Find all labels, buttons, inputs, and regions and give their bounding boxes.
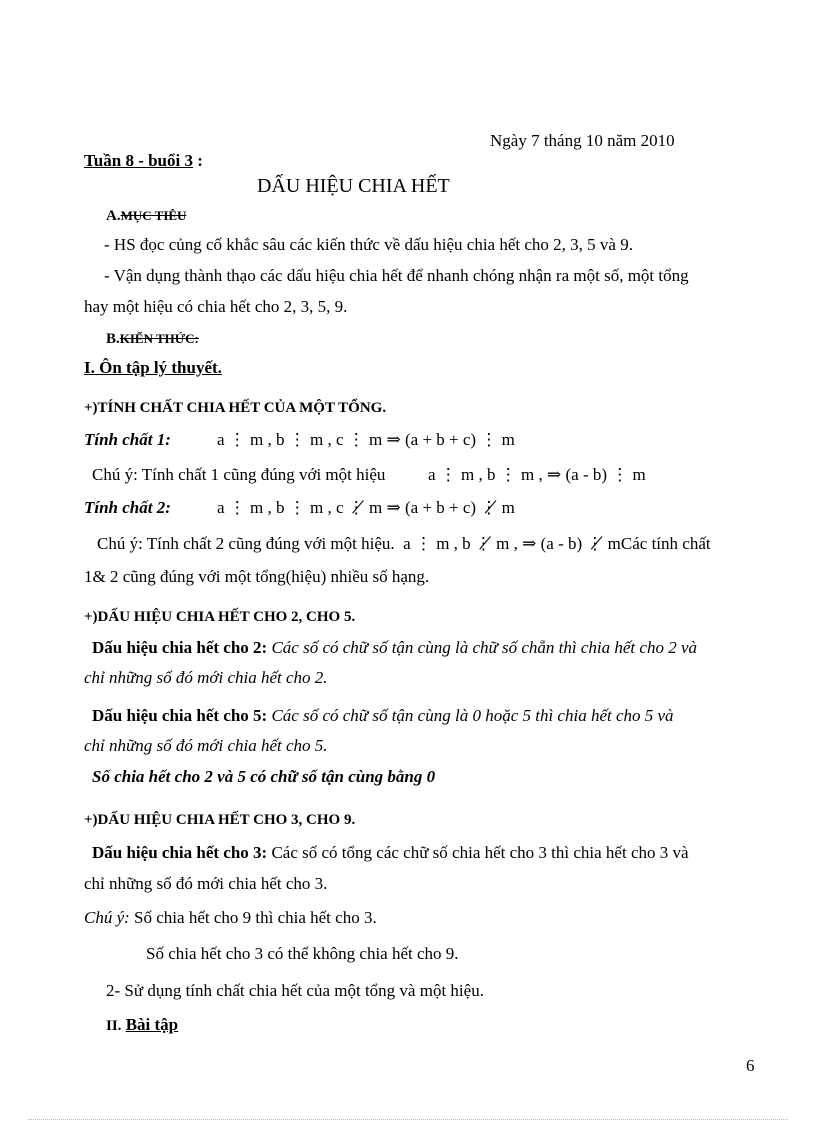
note-2-text: Chú ý: Tính chất 2 cũng đúng với một hiệu. [97, 534, 395, 553]
rule-2 [92, 637, 697, 659]
exercises-prefix: II. [106, 1018, 122, 1034]
usage-line: 2- Sử dụng tính chất chia hết của một tổng và một hiệu. [106, 981, 484, 1000]
exercises-heading [106, 1014, 178, 1037]
rule-3 [92, 842, 689, 864]
rule-3-9-heading: +)DẤU HIỆU CHIA HẾT CHO 3, CHO 9. [84, 812, 356, 828]
rule-5-text: Các số có chữ số tận cùng là 0 hoặc 5 thì chia hết cho 5 và [267, 706, 674, 725]
note-2 [97, 533, 711, 555]
property-1-label: Tính chất 1: [84, 430, 171, 449]
rule-2-label: Dấu hiệu chia hết cho 2: [92, 638, 268, 657]
rule-3-9-note [84, 907, 377, 929]
rule-3-9-note-label: Chú ý: [84, 908, 130, 927]
objectives-line-2: - Vận dụng thành thạo các dấu hiệu chia hết để nhanh chóng nhận ra một số, một tổng [104, 266, 689, 285]
document-date: Ngày 7 tháng 10 năm 2010 [490, 131, 675, 150]
objectives-prefix: A. [106, 208, 121, 224]
lesson-week [84, 150, 203, 172]
lesson-week-label: Tuần 8 - buổi 3 [84, 151, 193, 170]
exercises-title: Bài tập [125, 1015, 179, 1034]
note-2-line-2: 1& 2 cũng đúng với một tổng(hiệu) nhiều số hạng. [84, 567, 430, 586]
knowledge-prefix: B. [106, 331, 120, 347]
note-1-formula: a ⋮ m , b ⋮ m , ⇒ (a - b) ⋮ m [428, 465, 646, 484]
rule-2-text: Các số có chữ số tận cùng là chữ số chẵn thì chia hết cho 2 và [267, 638, 697, 657]
section-theory-heading: I. Ôn tập lý thuyết. [84, 358, 222, 377]
rule-2-5-heading: +)DẤU HIỆU CHIA HẾT CHO 2, CHO 5. [84, 609, 356, 625]
page-bottom-divider [28, 1119, 788, 1120]
knowledge-heading [106, 327, 199, 350]
lesson-week-colon: : [192, 151, 203, 170]
property-2-formula: a ⋮ m , b ⋮ m , c ⋮̸ m ⇒ (a + b + c) ⋮̸ m [217, 498, 515, 517]
sum-property-heading: +)TÍNH CHẤT CHIA HẾT CỦA MỘT TỔNG. [84, 400, 387, 416]
rule-3-9-note-line-2: Số chia hết cho 3 có thể không chia hết cho 9. [146, 944, 459, 963]
rule-2-and-5: Số chia hết cho 2 và 5 có chữ số tận cùng bằng 0 [92, 767, 436, 786]
objectives-line-3: hay một hiệu có chia hết cho 2, 3, 5, 9. [84, 297, 348, 316]
rule-3-line-2: chỉ những số đó mới chia hết cho 3. [84, 874, 328, 893]
knowledge-title: KIẾN THỨC: [119, 331, 199, 346]
objectives-heading [106, 204, 186, 227]
rule-3-9-note-text: Số chia hết cho 9 thì chia hết cho 3. [129, 908, 377, 927]
rule-5 [92, 705, 674, 727]
rule-5-label: Dấu hiệu chia hết cho 5: [92, 706, 268, 725]
rule-3-text: Các số có tổng các chữ số chia hết cho 3 thì chia hết cho 3 và [267, 843, 689, 862]
page-title: DẤU HIỆU CHIA HẾT [257, 175, 450, 197]
objectives-title: MỤC TIÊU [120, 208, 187, 223]
rule-2-line-2: chỉ những số đó mới chia hết cho 2. [84, 668, 328, 687]
property-2-label: Tính chất 2: [84, 498, 171, 517]
objectives-line-1: - HS đọc củng cố khắc sâu các kiến thức về dấu hiệu chia hết cho 2, 3, 5 và 9. [104, 235, 633, 254]
property-1-formula: a ⋮ m , b ⋮ m , c ⋮ m ⇒ (a + b + c) ⋮ m [217, 430, 515, 449]
rule-5-line-2: chỉ những số đó mới chia hết cho 5. [84, 736, 328, 755]
page-number: 6 [746, 1056, 755, 1075]
rule-3-label: Dấu hiệu chia hết cho 3: [92, 843, 268, 862]
note-1-text: Chú ý: Tính chất 1 cũng đúng với một hiệu [92, 465, 386, 484]
note-2-formula: a ⋮ m , b ⋮̸ m , ⇒ (a - b) ⋮̸ m [403, 534, 621, 553]
note-2-tail: Các tính chất [620, 534, 711, 553]
